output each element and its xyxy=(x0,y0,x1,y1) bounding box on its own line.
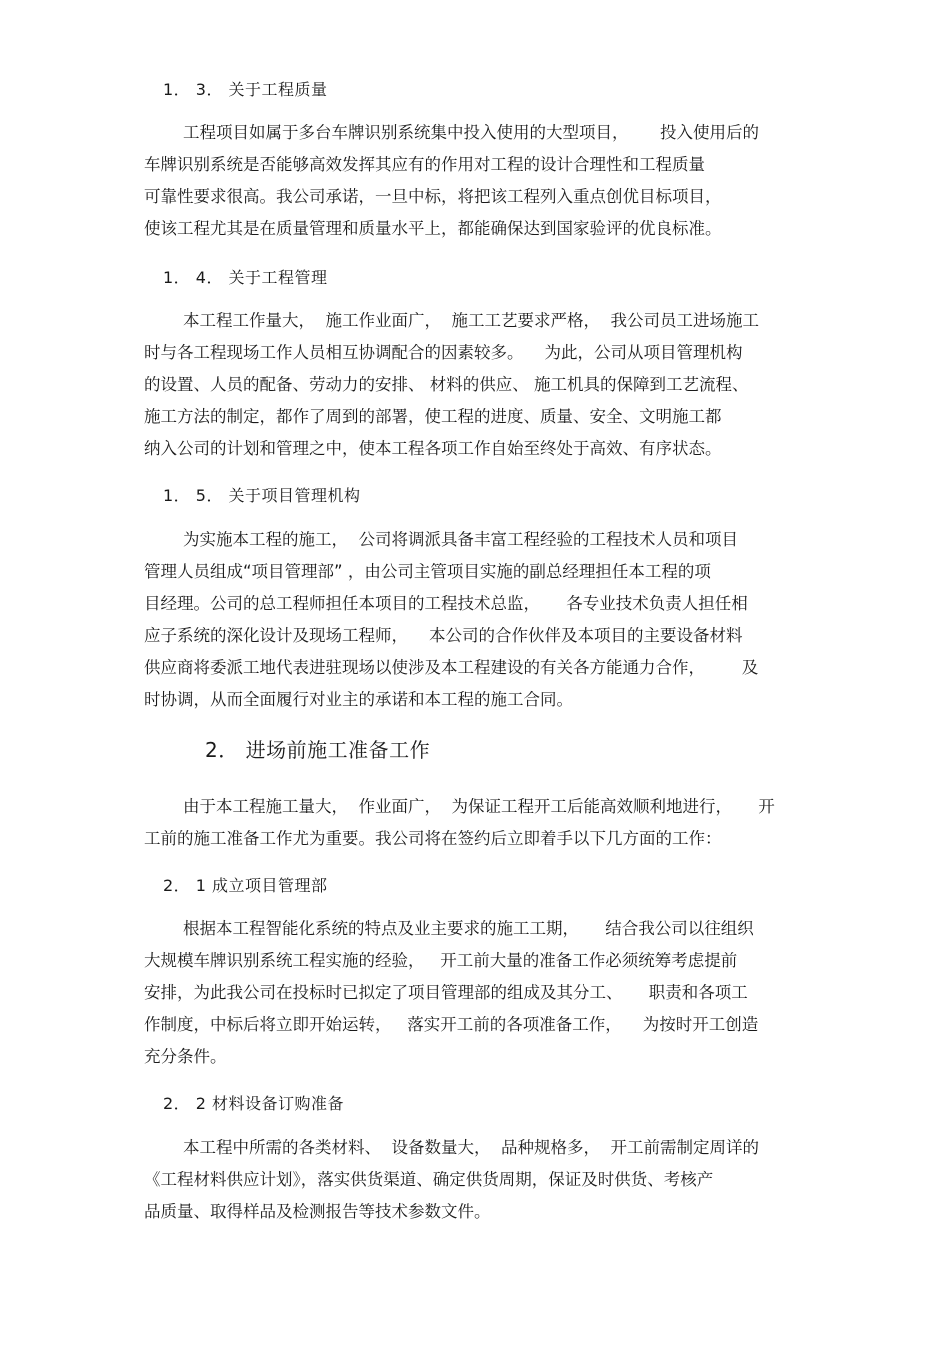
paragraph-line: 品质量、取得样品及检测报告等技术参数文件。 xyxy=(144,1202,491,1221)
paragraph-line: 供应商将委派工地代表进驻现场以使涉及本工程建设的有关各方能通力合作， 及 xyxy=(144,658,759,677)
paragraph-line: 充分条件。 xyxy=(144,1047,227,1066)
paragraph-line: 为实施本工程的施工， 公司将调派具备丰富工程经验的工程技术人员和项目 xyxy=(183,530,738,549)
paragraph-line: 大规模车牌识别系统工程实施的经验， 开工前大量的准备工作必须统筹考虑提前 xyxy=(144,951,738,970)
paragraph-line: 管理人员组成“项目管理部” ，由公司主管项目实施的副总经理担任本工程的项 xyxy=(144,562,711,581)
paragraph-line: 工前的施工准备工作尤为重要。我公司将在签约后立即着手以下几方面的工作： xyxy=(144,829,722,848)
paragraph-line: 《工程材料供应计划》，落实供货渠道、确定供货周期，保证及时供货、考核产 xyxy=(144,1170,714,1189)
paragraph-line: 使该工程尤其是在质量管理和质量水平上，都能确保达到国家验评的优良标准。 xyxy=(144,219,722,238)
section-heading-2-1: 2． 1 成立项目管理部 xyxy=(163,876,328,895)
section-heading-1-4: 1． 4． 关于工程管理 xyxy=(163,268,328,287)
paragraph-line: 根据本工程智能化系统的特点及业主要求的施工工期， 结合我公司以往组织 xyxy=(183,919,754,938)
paragraph-line: 目经理。公司的总工程师担任本项目的工程技术总监， 各专业技术负责人担任相 xyxy=(144,594,748,613)
paragraph-line: 安排，为此我公司在投标时已拟定了项目管理部的组成及其分工、 职责和各项工 xyxy=(144,983,748,1002)
paragraph-line: 作制度，中标后将立即开始运转， 落实开工前的各项准备工作， 为按时开工创造 xyxy=(144,1015,759,1034)
section-heading-1-3: 1． 3． 关于工程质量 xyxy=(163,80,328,99)
paragraph-line: 施工方法的制定，都作了周到的部署，使工程的进度、质量、安全、文明施工都 xyxy=(144,407,722,426)
paragraph-line: 车牌识别系统是否能够高效发挥其应有的作用对工程的设计合理性和工程质量 xyxy=(144,155,705,174)
paragraph-line: 本工程中所需的各类材料、 设备数量大， 品种规格多， 开工前需制定周详的 xyxy=(183,1138,759,1157)
paragraph-line: 由于本工程施工量大， 作业面广， 为保证工程开工后能高效顺利地进行， 开 xyxy=(183,797,775,816)
paragraph-line: 可靠性要求很高。我公司承诺，一旦中标，将把该工程列入重点创优目标项目， xyxy=(144,187,722,206)
paragraph-line: 工程项目如属于多台车牌识别系统集中投入使用的大型项目， 投入使用后的 xyxy=(183,123,759,142)
paragraph-line: 时与各工程现场工作人员相互协调配合的因素较多。 为此，公司从项目管理机构 xyxy=(144,343,743,362)
paragraph-line: 时协调，从而全面履行对业主的承诺和本工程的施工合同。 xyxy=(144,690,573,709)
paragraph-line: 的设置、人员的配备、劳动力的安排、 材料的供应、 施工机具的保障到工艺流程、 xyxy=(144,375,749,394)
section-heading-1-5: 1． 5． 关于项目管理机构 xyxy=(163,486,361,505)
section-heading-2-2: 2． 2 材料设备订购准备 xyxy=(163,1094,345,1113)
paragraph-line: 纳入公司的计划和管理之中，使本工程各项工作自始至终处于高效、有序状态。 xyxy=(144,439,722,458)
paragraph-line: 应子系统的深化设计及现场工程师， 本公司的合作伙伴及本项目的主要设备材料 xyxy=(144,626,743,645)
paragraph-line: 本工程工作量大， 施工作业面广， 施工工艺要求严格， 我公司员工进场施工 xyxy=(183,311,759,330)
chapter-heading-2: 2． 进场前施工准备工作 xyxy=(205,738,431,762)
